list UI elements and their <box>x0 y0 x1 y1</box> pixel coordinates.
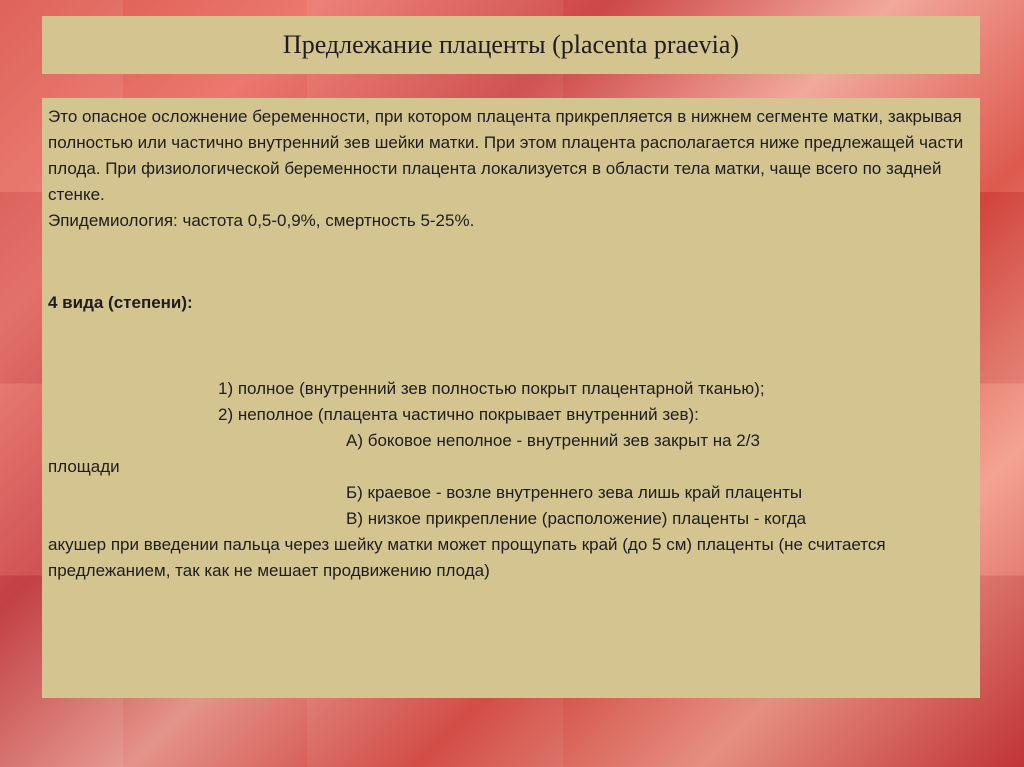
title-box <box>42 16 980 74</box>
subtype-v: В) низкое прикрепление (расположение) плаценты - когда <box>346 509 807 528</box>
subtype-b: Б) краевое - возле внутреннего зева лишь край плаценты <box>346 483 803 502</box>
intro-paragraph: Это опасное осложнение беременности, при котором плацента прикрепляется в нижнем сегменте матки, закрывая полностью или частично внутренний зев шейки матки. При этом плацента располагается ниже предлежащей части плода. При физиологической беременности плацента локализуется в области тела матки, чаще всего по задней стенке. <box>48 107 964 204</box>
type-full: 1) полное (внутренний зев полностью покрыт плацентарной тканью); <box>218 379 765 398</box>
slide-title: Предлежание плаценты (placenta praevia) <box>282 30 740 59</box>
subtype-a: А) боковое неполное - внутренний зев закрыт на 2/3 <box>346 431 760 450</box>
content-box <box>42 98 980 698</box>
subtype-a-continuation: площади <box>48 457 120 476</box>
types-heading: 4 вида (степени): <box>48 293 193 312</box>
subtype-v-continuation: акушер при введении пальца через шейку матки может прощупать край (до 5 см) плаценты (не считается предлежанием, так как не мешает продвижению плода) <box>48 535 886 580</box>
type-partial: 2) неполное (плацента частично покрывает внутренний зев): <box>218 405 699 424</box>
spacer <box>48 316 974 372</box>
epidemiology-text: Эпидемиология: частота 0,5-0,9%, смертность 5-25%. <box>48 211 475 230</box>
